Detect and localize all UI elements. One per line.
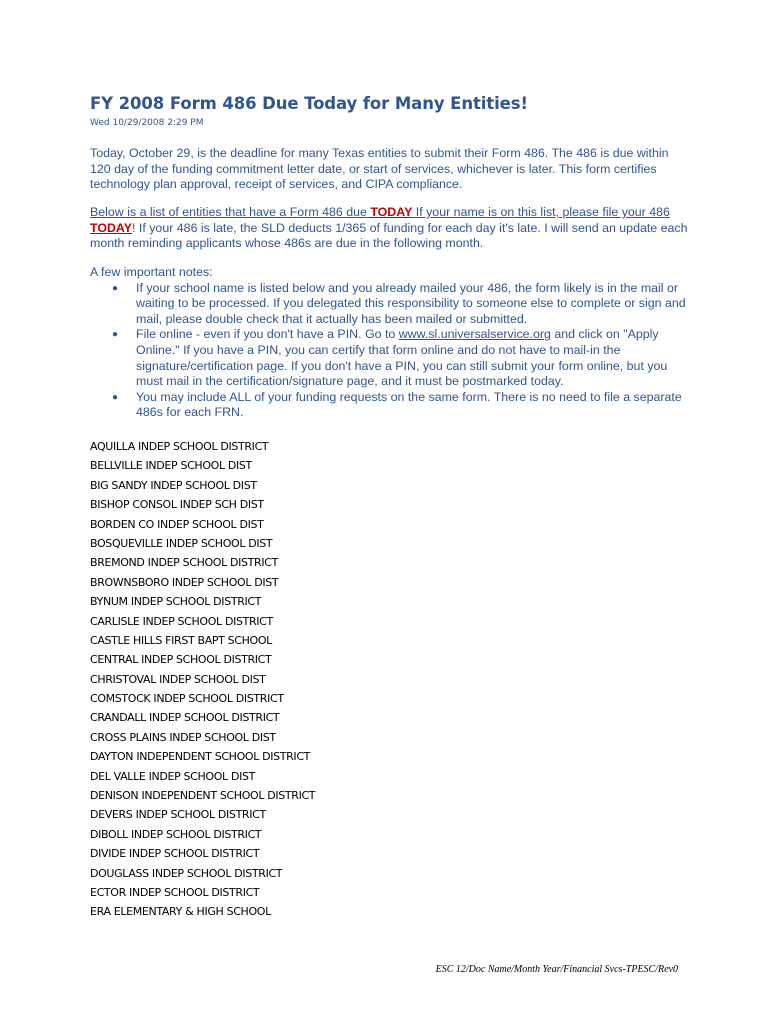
list-item: DEVERS INDEP SCHOOL DISTRICT	[90, 808, 266, 822]
list-item: ECTOR INDEP SCHOOL DISTRICT	[90, 885, 260, 899]
list-item: CROSS PLAINS INDEP SCHOOL DIST	[90, 730, 276, 744]
notes-heading: A few important notes:	[90, 265, 213, 279]
list-item: DAYTON INDEPENDENT SCHOOL DISTRICT	[90, 750, 311, 764]
intro-paragraph: Today, October 29, is the deadline for many Texas entities to submit their Form 486. The 486 is due within 120 day of the funding commitment letter date, or start of services, whichever is later. This form certifies technology plan approval, receipt of services, and CIPA compliance.	[90, 146, 669, 192]
entity-list-paragraph	[90, 205, 690, 252]
list-item: BYNUM INDEP SCHOOL DISTRICT	[90, 595, 262, 609]
note-item	[90, 327, 690, 389]
notes-section	[90, 265, 690, 421]
bullet-icon: ●	[112, 282, 119, 294]
paragraph2-part4: If your 486 is late, the SLD deducts 1/365 of funding for each day it's late. I will send an update each month reminding applicants whose 486s are due in the following month.	[90, 220, 688, 251]
list-item: DIVIDE INDEP SCHOOL DISTRICT	[90, 847, 260, 861]
paragraph2-part3: !	[132, 220, 136, 235]
page-footer: ESC 12/Doc Name/Month Year/Financial Svcs-TPESC/Rev0	[435, 964, 678, 975]
page-title: FY 2008 Form 486 Due Today for Many Entities!	[90, 94, 528, 113]
universal-service-link[interactable]: www.sl.universalservice.org	[398, 327, 551, 342]
post-date: Wed 10/29/2008 2:29 PM	[90, 118, 204, 128]
list-item: COMSTOCK INDEP SCHOOL DISTRICT	[90, 692, 284, 706]
paragraph2-part1: Below is a list of entities that have a Form 486 due	[90, 205, 371, 219]
bullet-icon: ●	[112, 391, 119, 403]
list-item: BROWNSBORO INDEP SCHOOL DIST	[90, 575, 279, 589]
note-text: You may include ALL of your funding requests on the same form. There is no need to file a separate 486s for each FRN.	[136, 389, 682, 420]
list-item: CENTRAL INDEP SCHOOL DISTRICT	[90, 653, 272, 667]
list-item: BORDEN CO INDEP SCHOOL DIST	[90, 517, 264, 531]
list-item: BREMOND INDEP SCHOOL DISTRICT	[90, 556, 278, 570]
list-item: BELLVILLE INDEP SCHOOL DIST	[90, 459, 252, 473]
list-item: ERA ELEMENTARY & HIGH SCHOOL	[90, 905, 271, 919]
note-item	[90, 390, 690, 421]
today-highlight: TODAY	[370, 205, 413, 219]
notes-list	[90, 281, 690, 421]
note-text: and click on "Apply Online." If you have a PIN, you can certify that form online and do not have to mail-in the signature/certification page. If you don't have a PIN, you can still submit your form online, but you must mail in the certification/signature page, and it must be postmarked today.	[136, 327, 668, 389]
entity-list	[90, 437, 315, 922]
list-item: DEL VALLE INDEP SCHOOL DIST	[90, 769, 255, 783]
note-text: File online - even if you don't have a PIN. Go to	[136, 327, 399, 342]
note-item	[90, 281, 690, 328]
list-item: CASTLE HILLS FIRST BAPT SCHOOL	[90, 633, 272, 647]
list-item: DOUGLASS INDEP SCHOOL DISTRICT	[90, 866, 283, 880]
list-item: BOSQUEVILLE INDEP SCHOOL DIST	[90, 536, 273, 550]
list-item: CRANDALL INDEP SCHOOL DISTRICT	[90, 711, 280, 725]
bullet-icon: ●	[112, 329, 119, 341]
paragraph2-part2: If your name is on this list, please file your 486	[412, 205, 670, 219]
list-item: BIG SANDY INDEP SCHOOL DIST	[90, 478, 257, 492]
list-item: AQUILLA INDEP SCHOOL DISTRICT	[90, 440, 269, 453]
list-item: BISHOP CONSOL INDEP SCH DIST	[90, 498, 264, 512]
today-highlight-2: TODAY	[90, 220, 133, 235]
list-item: CHRISTOVAL INDEP SCHOOL DIST	[90, 672, 266, 686]
list-item: DENISON INDEPENDENT SCHOOL DISTRICT	[90, 789, 316, 803]
list-item: DIBOLL INDEP SCHOOL DISTRICT	[90, 827, 262, 841]
list-item: CARLISLE INDEP SCHOOL DISTRICT	[90, 614, 273, 628]
note-text: If your school name is listed below and you already mailed your 486, the form likely is in the mail or waiting to be processed. If you delegated this responsibility to someone else to complete or sign and mail, please double check that it actually has been mailed or submitted.	[136, 280, 686, 326]
